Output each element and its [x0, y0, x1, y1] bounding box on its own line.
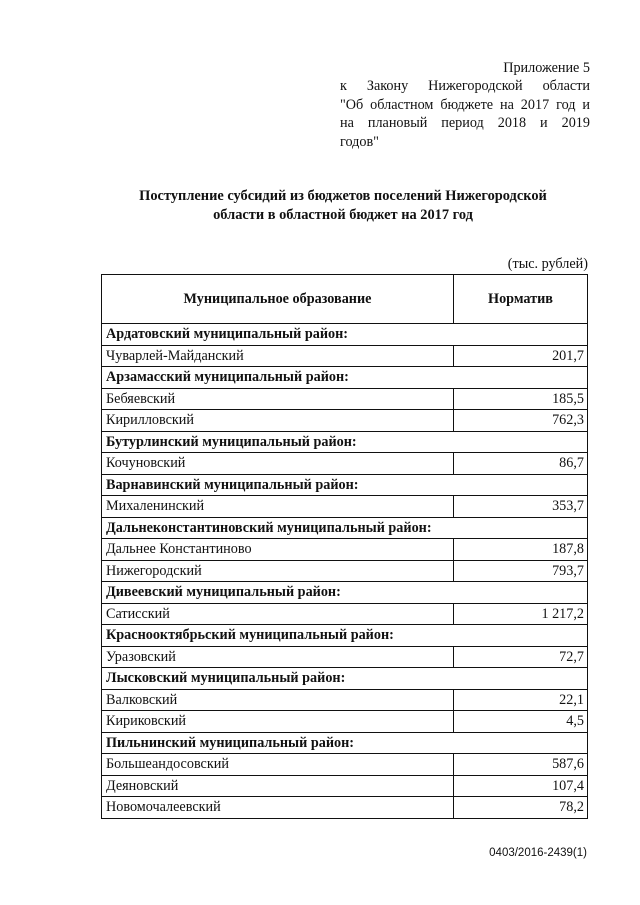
norm-value: 185,5: [454, 388, 588, 410]
title-line-2: области в областной бюджет на 2017 год: [213, 206, 473, 223]
settlement-name: Кочуновский: [102, 453, 454, 475]
norm-value: 86,7: [454, 453, 588, 475]
settlement-name: Деяновский: [102, 775, 454, 797]
settlement-name: Бебяевский: [102, 388, 454, 410]
norm-value: 4,5: [454, 711, 588, 733]
table-row: [102, 775, 588, 797]
district-name: Пильнинский муниципальный район:: [102, 732, 588, 754]
district-name: Лысковский муниципальный район:: [102, 668, 588, 690]
appendix-line: Приложение 5: [503, 60, 590, 76]
appendix-line: "Об областном бюджете на 2017 год и: [340, 96, 590, 113]
table-row: [102, 496, 588, 518]
settlement-name: Нижегородский: [102, 560, 454, 582]
norm-value: 187,8: [454, 539, 588, 561]
norm-value: 78,2: [454, 797, 588, 819]
appendix-line: годов": [340, 133, 379, 150]
table-row: [102, 797, 588, 819]
table-row: [102, 603, 588, 625]
district-name: Варнавинский муниципальный район:: [102, 474, 588, 496]
document-number: 0403/2016-2439(1): [489, 847, 587, 859]
table-row: [102, 646, 588, 668]
table-row: [102, 560, 588, 582]
table-row: [102, 345, 588, 367]
settlement-name: Кирилловский: [102, 410, 454, 432]
norm-value: 1 217,2: [454, 603, 588, 625]
table-row: [102, 689, 588, 711]
settlement-name: Уразовский: [102, 646, 454, 668]
settlement-name: Новомочалеевский: [102, 797, 454, 819]
settlement-name: Кириковский: [102, 711, 454, 733]
norm-value: 587,6: [454, 754, 588, 776]
table-row: [102, 754, 588, 776]
appendix-note: [340, 59, 590, 151]
norm-value: 107,4: [454, 775, 588, 797]
header-norm: Норматив: [454, 275, 588, 324]
norm-value: 22,1: [454, 689, 588, 711]
settlement-name: Валковский: [102, 689, 454, 711]
norm-value: 793,7: [454, 560, 588, 582]
settlement-name: Чуварлей-Майданский: [102, 345, 454, 367]
settlement-name: Дальнее Константиново: [102, 539, 454, 561]
settlement-name: Сатисский: [102, 603, 454, 625]
district-name: Арзамасский муниципальный район:: [102, 367, 588, 389]
appendix-line: на плановый период 2018 и 2019: [340, 115, 590, 132]
district-row: [102, 625, 588, 647]
table-row: [102, 453, 588, 475]
district-row: [102, 367, 588, 389]
district-name: Дальнеконстантиновский муниципальный район:: [102, 517, 588, 539]
document-title: [100, 187, 586, 224]
table-row: [102, 410, 588, 432]
norm-value: 72,7: [454, 646, 588, 668]
table-body: [102, 324, 588, 819]
settlement-name: Большеандосовский: [102, 754, 454, 776]
appendix-line: к Закону Нижегородской области: [340, 78, 590, 95]
units-note: (тыс. рублей): [507, 256, 588, 272]
district-name: Дивеевский муниципальный район:: [102, 582, 588, 604]
district-row: [102, 324, 588, 346]
title-line-1: Поступление субсидий из бюджетов поселений Нижегородской: [139, 188, 547, 204]
district-row: [102, 732, 588, 754]
district-name: Бутурлинский муниципальный район:: [102, 431, 588, 453]
table-header-row: [102, 275, 588, 324]
district-name: Ардатовский муниципальный район:: [102, 324, 588, 346]
district-row: [102, 668, 588, 690]
district-row: [102, 431, 588, 453]
settlement-name: Михаленинский: [102, 496, 454, 518]
norm-value: 762,3: [454, 410, 588, 432]
table-row: [102, 388, 588, 410]
subsidy-table: [101, 274, 588, 819]
table-row: [102, 539, 588, 561]
district-row: [102, 517, 588, 539]
table-row: [102, 711, 588, 733]
norm-value: 353,7: [454, 496, 588, 518]
district-row: [102, 474, 588, 496]
district-row: [102, 582, 588, 604]
header-municipality: Муниципальное образование: [102, 275, 454, 324]
norm-value: 201,7: [454, 345, 588, 367]
district-name: Краснооктябрьский муниципальный район:: [102, 625, 588, 647]
